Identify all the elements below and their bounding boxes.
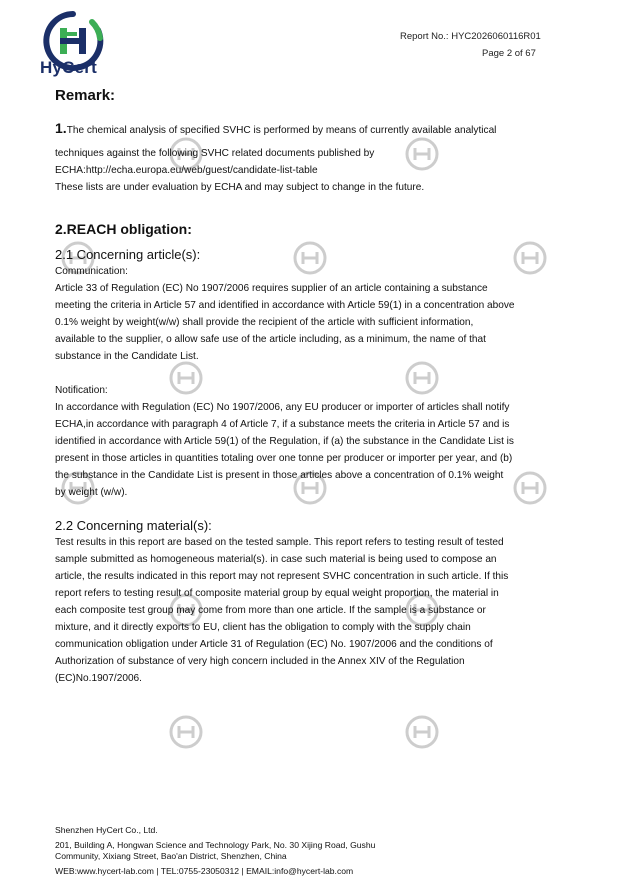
- notification-label: Notification:: [55, 385, 108, 396]
- material-line: report refers to testing result of composite material group by equal weight proportion, the material in: [55, 588, 499, 599]
- material-line: Test results in this report are based on the tested sample. This report refers to testing result of tested: [55, 537, 504, 548]
- notification-line: by weight (w/w).: [55, 487, 128, 498]
- watermark-logo-icon: [510, 468, 550, 508]
- page-number: Page 2 of 67: [482, 48, 536, 59]
- footer-address: Community, Xixiang Street, Bao'an District, Shenzhen, China: [55, 851, 287, 861]
- watermark-logo-icon: [290, 238, 330, 278]
- logo-wordmark: HyCert: [40, 58, 97, 77]
- notification-line: the substance in the Candidate List is present in those articles above a concentration of 0.1% weight: [55, 470, 504, 481]
- communication-line: meeting the criteria in Article 57 and identified in accordance with Article 59(1) in a concentration above: [55, 300, 515, 311]
- notification-line: identified in accordance with Article 59(1) of the Regulation, if (a) the substance in the Candidate List is: [55, 436, 514, 447]
- footer-contact: WEB:www.hycert-lab.com | TEL:0755-23050312 | EMAIL:info@hycert-lab.com: [55, 866, 354, 876]
- communication-line: Article 33 of Regulation (EC) No 1907/2006 requires supplier of an article containing a substance: [55, 283, 488, 294]
- remark-number: 1.: [55, 120, 67, 136]
- report-number: Report No.: HYC2026060116R01: [400, 31, 541, 42]
- article-subheading: 2.1 Concerning article(s):: [55, 247, 201, 262]
- footer-company: Shenzhen HyCert Co., Ltd.: [55, 825, 158, 835]
- material-line: article, the results indicated in this report may not represent SVHC concentration in such article. If this: [55, 571, 509, 582]
- reach-heading: 2.REACH obligation:: [55, 221, 192, 237]
- communication-line: substance in the Candidate List.: [55, 351, 199, 362]
- communication-label: Communication:: [55, 266, 128, 277]
- footer-address: 201, Building A, Hongwan Science and Technology Park, No. 30 Xijing Road, Gushu: [55, 840, 376, 850]
- notification-line: In accordance with Regulation (EC) No 1907/2006, any EU producer or importer of articles shall notify: [55, 402, 510, 413]
- notification-line: present in those articles in quantities totaling over one tonne per producer or importer per year, and (b): [55, 453, 513, 464]
- notification-line: ECHA,in accordance with paragraph 4 of Article 7, if a substance meets the criteria in Article 57 and is: [55, 419, 510, 430]
- watermark-logo-icon: [402, 358, 442, 398]
- material-line: (EC)No.1907/2006.: [55, 673, 142, 684]
- watermark-logo-icon: [166, 712, 206, 752]
- communication-line: available to the supplier, o allow safe use of the article including, as a minimum, the name of that: [55, 334, 486, 345]
- material-line: sample submitted as homogeneous material(s). in case such material is being used to compose an: [55, 554, 497, 565]
- material-line: mixture, and it directly exports to EU, client has the obligation to comply with the supply chain: [55, 622, 471, 633]
- remark-line: These lists are under evaluation by ECHA and may subject to change in the future.: [55, 182, 425, 193]
- material-line: Authorization of substance of very high concern included in the Annex XIV of the Regulation: [55, 656, 465, 667]
- remark-heading: Remark:: [55, 87, 116, 104]
- material-subheading: 2.2 Concerning material(s):: [55, 518, 212, 533]
- watermark-logo-icon: [402, 712, 442, 752]
- communication-line: 0.1% weight by weight(w/w) shall provide the recipient of the article with sufficient information,: [55, 317, 474, 328]
- remark-line: techniques against the following SVHC related documents published by: [55, 148, 375, 159]
- remark-line: ECHA:http://echa.europa.eu/web/guest/candidate-list-table: [55, 165, 318, 176]
- material-line: each composite test group may come from more than one article. If the sample is a substance or: [55, 605, 486, 616]
- watermark-logo-icon: [402, 134, 442, 174]
- watermark-logo-icon: [510, 238, 550, 278]
- remark-line: 1.The chemical analysis of specified SVHC is performed by means of currently available analytical: [55, 120, 497, 136]
- material-line: communication obligation under Article 31 of Regulation (EC) No. 1907/2006 and the conditions of: [55, 639, 493, 650]
